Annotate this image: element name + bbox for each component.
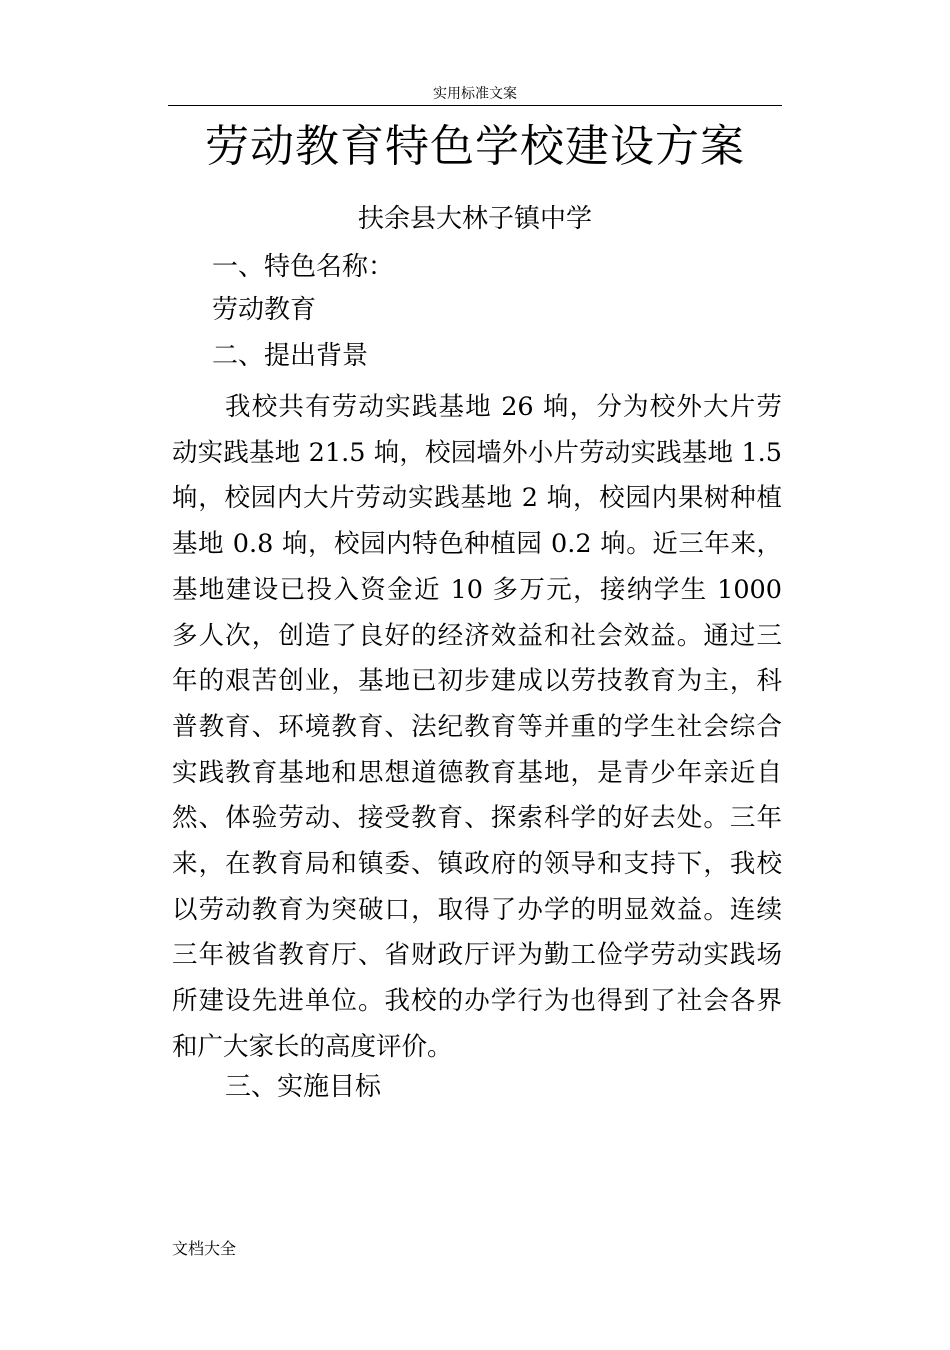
section-1-heading: 一、特色名称：	[212, 252, 395, 282]
document-title: 劳动教育特色学校建设方案	[205, 121, 745, 172]
section-2-body: 我校共有劳动实践基地 26 垧，分为校外大片劳动实践基地 21.5 垧，校园墙外小片劳动实践基地 1.5 垧，校园内大片劳动实践基地 2 垧，校园内果树种植基地 0.8 垧，校园内特色种植园 0.2 垧。近三年来，基地建设已投入资金近 10 多万元，接纳学生 1000 多人次，创造了良好的经济效益和社会效益。通过三年的艰苦创业，基地已初步建成以劳技教育为主，科普教育、环境教育、法纪教育等并重的学生社会综合实践教育基地和思想道德教育基地，是青少年亲近自然、体验劳动、接受教育、探索科学的好去处。三年来，在教育局和镇委、镇政府的领导和支持下，我校以劳动教育为突破口，取得了办学的明显效益。连续三年被省教育厅、省财政厅评为勤工俭学劳动实践场所建设先进单位。我校的办学行为也得到了社会各界和广大家长的高度评价。	[172, 392, 782, 1062]
page-header: 实用标准文案	[168, 84, 782, 106]
section-1-content: 劳动教育	[212, 295, 317, 325]
page-footer: 文档大全	[172, 1239, 237, 1258]
section-3-heading: 三、实施目标	[225, 1072, 382, 1102]
school-name: 扶余县大林子镇中学	[357, 204, 592, 234]
section-2-heading: 二、提出背景	[212, 341, 369, 371]
